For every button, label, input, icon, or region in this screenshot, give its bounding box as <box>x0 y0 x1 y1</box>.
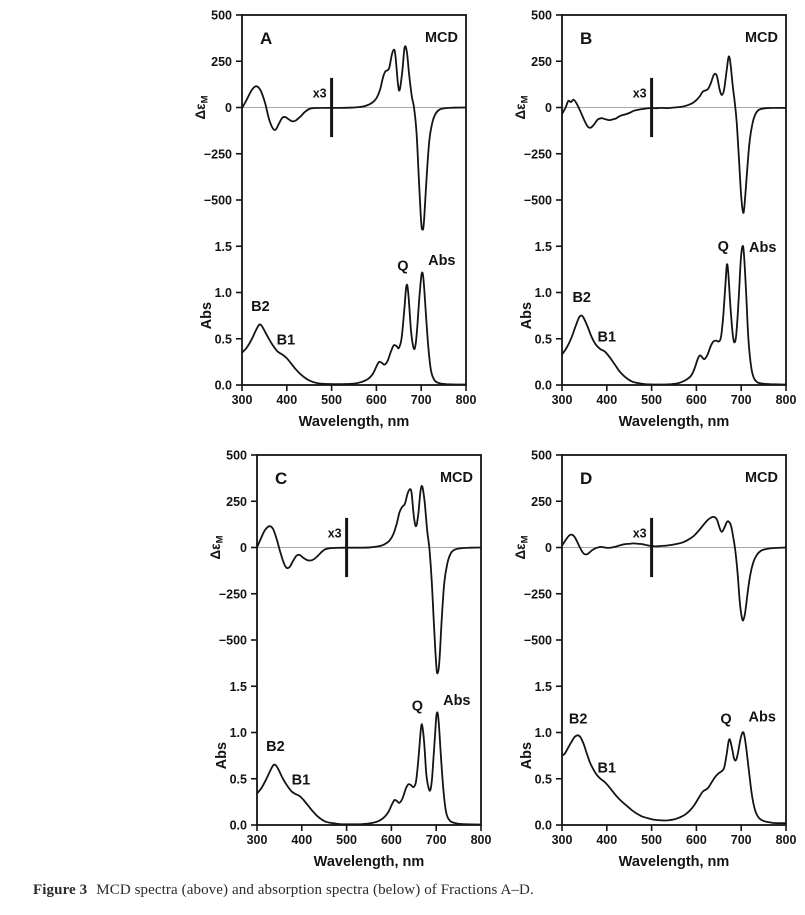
panel-a-mcd-label: MCD <box>424 30 458 46</box>
panel-a-x-tick-label: 600 <box>365 393 387 407</box>
panel-d-mcd-tick-label: 500 <box>531 448 552 463</box>
panel-d-abs-tick-label: 1.0 <box>534 726 552 740</box>
panel-c-x-tick-label: 700 <box>425 833 447 847</box>
panel-a-abs-tick-label: 1.5 <box>214 239 232 254</box>
panel-c-annotation-q: Q <box>411 698 424 715</box>
panel-b-x-tick-label: 300 <box>551 393 573 407</box>
panel-c-abs-tick-label: 1.0 <box>229 726 247 740</box>
panel-d-x-tick-label: 700 <box>730 833 752 847</box>
panel-d-abs-tick-label: 0.5 <box>534 772 552 787</box>
panel-d-abs-tick-label: 0.0 <box>534 818 552 833</box>
panel-b-abs-tick-label: 0.5 <box>534 332 552 347</box>
figure-caption-label: Figure 3 <box>33 882 88 898</box>
panel-b-mcd-tick-label: −500 <box>523 193 552 208</box>
panel-b-letter: B <box>580 29 593 48</box>
panel-d-x-tick-label: 500 <box>641 833 663 847</box>
panel-c-x-tick-label: 300 <box>246 833 268 847</box>
panel-d-annotation-b2: B2 <box>568 711 588 728</box>
panel-b-abs-curve <box>562 246 786 385</box>
panel-c-mcd-axis-title: ΔεM <box>208 535 226 560</box>
panel-b-frame <box>562 15 786 385</box>
panel-c-scale-label: x3 <box>327 526 342 541</box>
panel-c-mcd-tick-label: 500 <box>226 448 247 463</box>
panel-b-x-axis-title: Wavelength, nm <box>618 414 730 430</box>
panel-a-abs-tick-label: 0.5 <box>214 332 232 347</box>
panel-a-annotation-b1: B1 <box>276 332 296 349</box>
panel-b-mcd-label: MCD <box>744 30 778 46</box>
panel-a-x-tick-label: 700 <box>410 393 432 407</box>
panel-c-chart <box>197 440 497 890</box>
panel-c-mcd-curve <box>257 486 481 673</box>
panel-d-annotation-b1: B1 <box>597 760 617 777</box>
panel-a-chart <box>182 0 482 450</box>
panel-a-x-tick-label: 800 <box>455 393 477 407</box>
panel-d-mcd-tick-label: 250 <box>531 494 552 509</box>
panel-d-x-tick-label: 600 <box>685 833 707 847</box>
panel-c-mcd-tick-label: −500 <box>218 633 247 648</box>
panel-c-x-tick-label: 600 <box>380 833 402 847</box>
panel-d-mcd-label: MCD <box>744 470 778 486</box>
panel-d-mcd-tick-label: −500 <box>523 633 552 648</box>
panel-a-mcd-tick-label: 0 <box>225 101 232 115</box>
panel-c-mcd-tick-label: −250 <box>218 587 247 602</box>
panel-d-letter: D <box>580 469 593 488</box>
panel-b-x-tick-label: 400 <box>596 393 618 407</box>
panel-a-annotation-abs: Abs <box>428 252 456 269</box>
panel-b-scale-label: x3 <box>632 86 647 101</box>
panel-c-abs-tick-label: 1.5 <box>229 679 247 694</box>
panel-a-x-tick-label: 300 <box>231 393 253 407</box>
panel-b-x-tick-label: 700 <box>730 393 752 407</box>
panel-a-mcd-axis-title: ΔεM <box>193 95 211 120</box>
panel-d-abs-curve <box>562 732 786 823</box>
panel-d-x-tick-label: 800 <box>775 833 797 847</box>
panel-c-abs-axis-title: Abs <box>214 741 230 770</box>
panel-d-x-axis-title: Wavelength, nm <box>618 854 730 870</box>
panel-c-abs-tick-label: 0.5 <box>229 772 247 787</box>
panel-b-annotation-b2: B2 <box>572 289 591 306</box>
panel-a-mcd-tick-label: −250 <box>203 147 232 162</box>
panel-b-annotation-abs: Abs <box>749 239 777 256</box>
panel-b-chart <box>502 0 802 450</box>
panel-b-annotation-b1: B1 <box>597 329 617 346</box>
panel-d-mcd-tick-label: −250 <box>523 587 552 602</box>
panel-d-abs-tick-label: 1.5 <box>534 679 552 694</box>
panel-d-annotation-abs: Abs <box>748 709 776 726</box>
panel-a-letter: A <box>260 29 273 48</box>
figure-caption-text: MCD spectra (above) and absorption spectra (below) of Fractions A–D. <box>96 882 534 898</box>
panel-c-mcd-label: MCD <box>439 470 473 486</box>
panel-c-x-tick-label: 500 <box>336 833 358 847</box>
figure-caption <box>33 882 534 899</box>
panel-a-mcd-tick-label: −500 <box>203 193 232 208</box>
panel-d-mcd-curve <box>562 517 786 621</box>
panel-c-mcd-tick-label: 250 <box>226 494 247 509</box>
panel-a-annotation-q: Q <box>397 258 409 275</box>
panel-a-x-tick-label: 500 <box>321 393 343 407</box>
panel-a-mcd-curve <box>242 46 466 229</box>
panel-c-mcd-tick-label: 0 <box>240 541 247 555</box>
panel-b-abs-axis-title: Abs <box>519 301 535 330</box>
panel-b-mcd-tick-label: 500 <box>531 8 552 23</box>
panel-d-mcd-tick-label: 0 <box>545 541 552 555</box>
panel-d-annotation-q: Q <box>720 711 732 728</box>
panel-b-abs-tick-label: 1.0 <box>534 286 552 300</box>
panel-a-x-tick-label: 400 <box>276 393 298 407</box>
panel-b-abs-tick-label: 0.0 <box>534 378 552 393</box>
panel-a-mcd-tick-label: 500 <box>211 8 232 23</box>
panel-c-x-tick-label: 400 <box>291 833 313 847</box>
panel-c-x-axis-title: Wavelength, nm <box>313 854 425 870</box>
panel-b-abs-tick-label: 1.5 <box>534 239 552 254</box>
panel-d-chart <box>502 440 802 890</box>
panel-b-x-tick-label: 800 <box>775 393 797 407</box>
panel-a-abs-tick-label: 0.0 <box>214 378 232 393</box>
panel-b-annotation-q: Q <box>717 238 729 255</box>
panel-a-annotation-b2: B2 <box>251 299 270 315</box>
panel-d-x-tick-label: 300 <box>551 833 573 847</box>
panel-a-abs-curve <box>242 272 466 384</box>
panel-b-mcd-axis-title: ΔεM <box>513 95 531 120</box>
panel-b-mcd-curve <box>562 56 786 212</box>
panel-d-mcd-axis-title: ΔεM <box>513 535 531 560</box>
panel-d-frame <box>562 455 786 825</box>
panel-c-annotation-b2: B2 <box>266 739 285 755</box>
panel-a-abs-axis-title: Abs <box>199 301 215 330</box>
panel-c-letter: C <box>275 469 288 488</box>
panel-c-abs-tick-label: 0.0 <box>229 818 247 833</box>
panel-d-abs-axis-title: Abs <box>519 741 535 770</box>
panel-a-scale-label: x3 <box>312 86 327 101</box>
panel-a-frame <box>242 15 466 385</box>
panel-c-frame <box>257 455 481 825</box>
panel-b-mcd-tick-label: 0 <box>545 101 552 115</box>
panel-a-mcd-tick-label: 250 <box>211 54 232 69</box>
panel-d-scale-label: x3 <box>632 526 647 541</box>
panel-d-x-tick-label: 400 <box>596 833 618 847</box>
panel-b-x-tick-label: 600 <box>685 393 707 407</box>
panel-b-mcd-tick-label: 250 <box>531 54 552 69</box>
panel-c-abs-curve <box>257 712 481 824</box>
panel-c-x-tick-label: 800 <box>470 833 492 847</box>
panel-b-x-tick-label: 500 <box>641 393 663 407</box>
panel-c-annotation-abs: Abs <box>443 692 471 709</box>
panel-a-x-axis-title: Wavelength, nm <box>298 414 410 430</box>
panel-a-abs-tick-label: 1.0 <box>214 286 232 300</box>
panel-c-annotation-b1: B1 <box>291 772 311 789</box>
panel-b-mcd-tick-label: −250 <box>523 147 552 162</box>
